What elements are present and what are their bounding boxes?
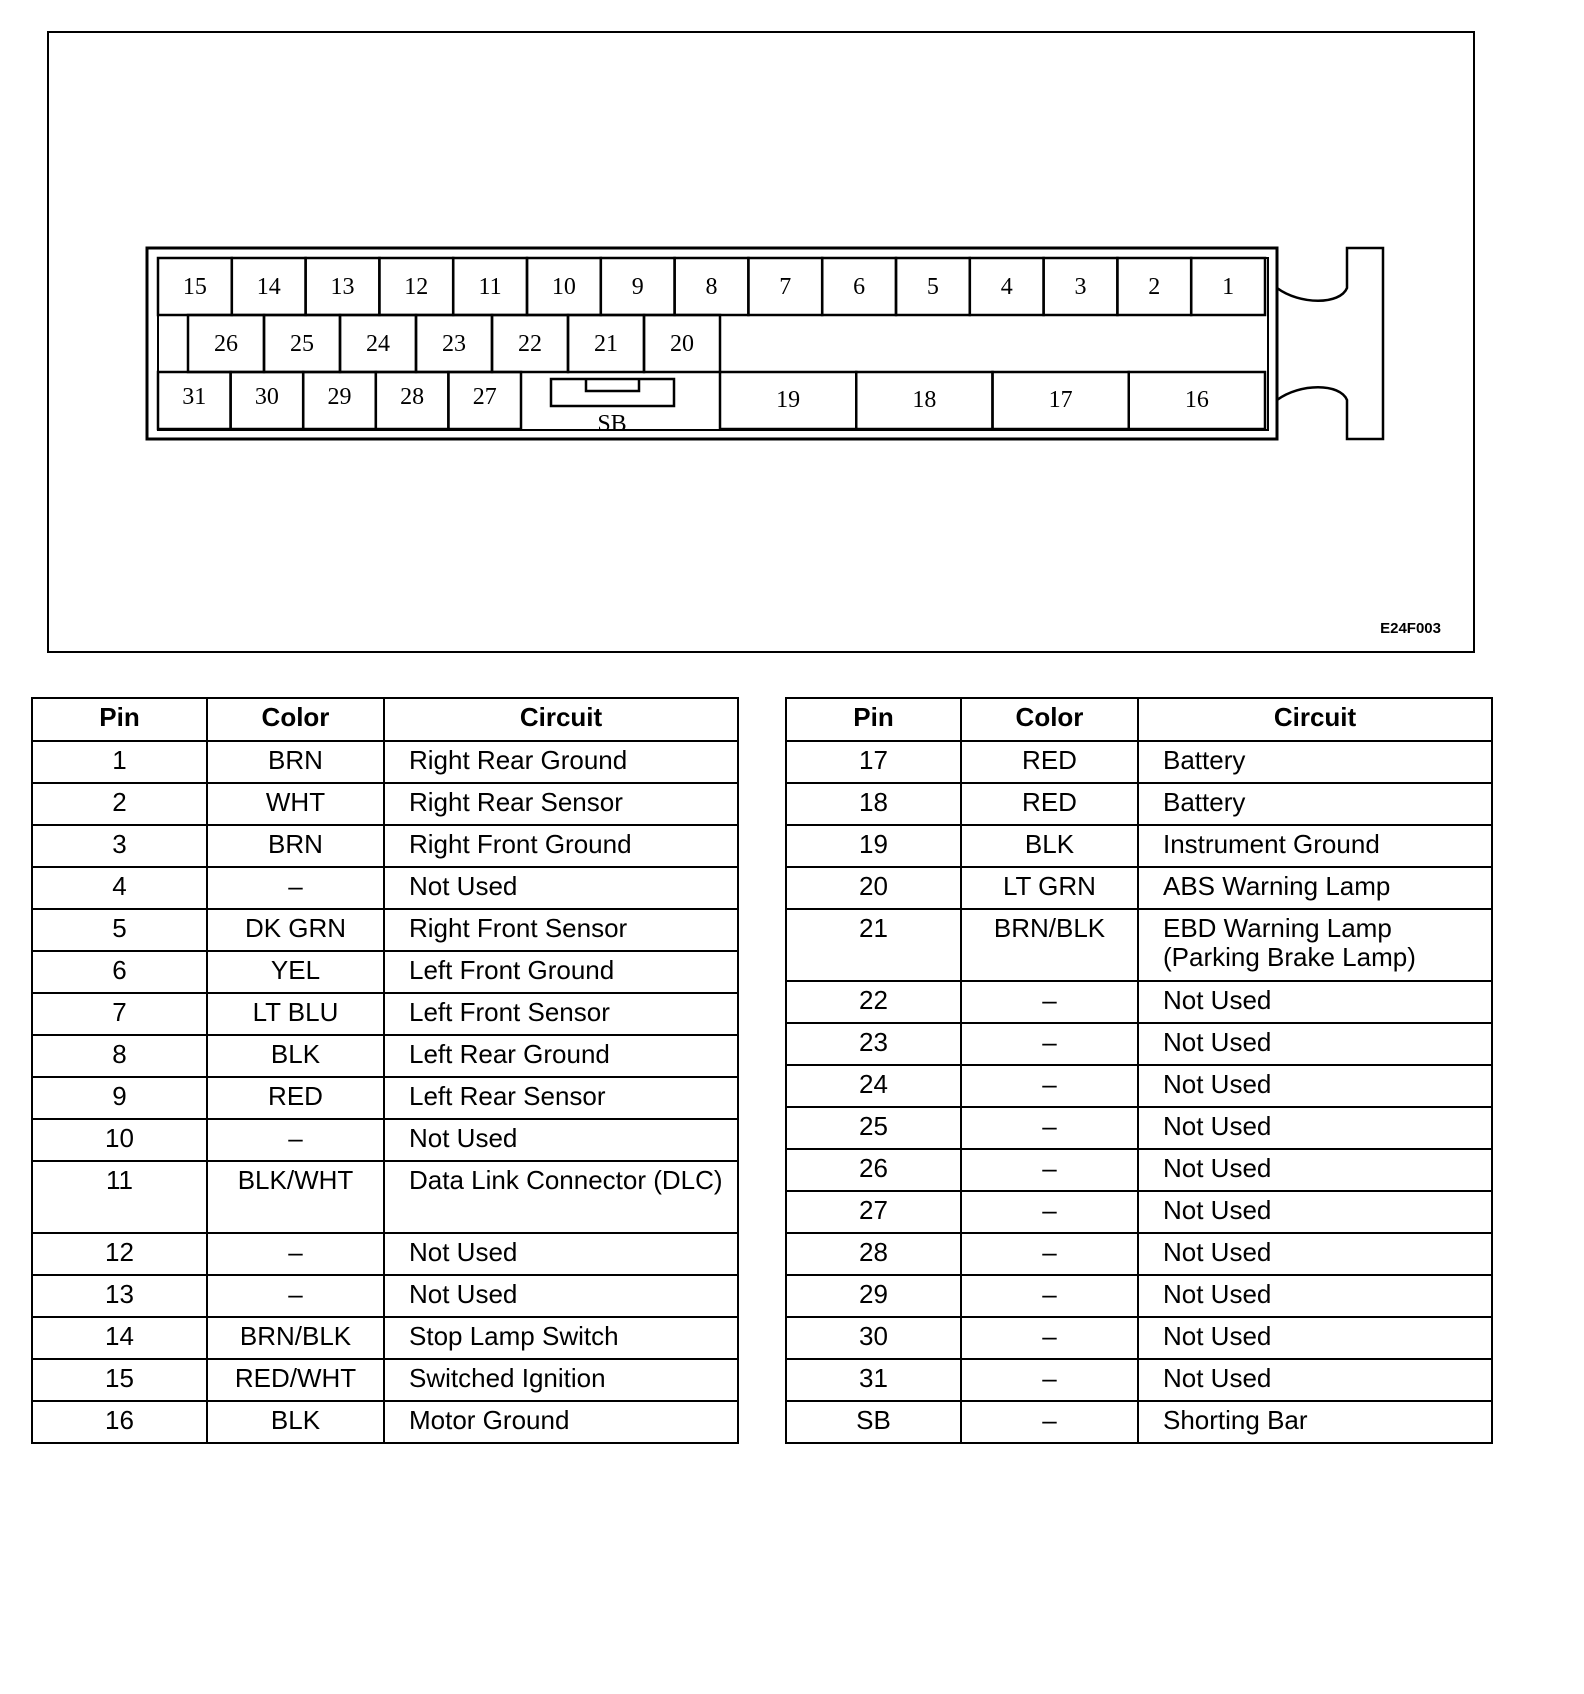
top-row-cells [158, 258, 1265, 315]
table-row [32, 1401, 738, 1443]
color-cell: WHT [207, 783, 384, 825]
color-cell: – [207, 1233, 384, 1275]
pin-label-18: 18 [912, 387, 937, 413]
color-cell: BRN [207, 741, 384, 783]
circuit-cell: Left Front Sensor [384, 993, 738, 1035]
table-row [786, 1317, 1492, 1359]
circuit-cell: Left Rear Sensor [384, 1077, 738, 1119]
table-row [32, 783, 738, 825]
table-row [32, 1119, 738, 1161]
circuit-cell: Right Front Ground [384, 825, 738, 867]
pin-label-20: 20 [670, 331, 694, 357]
pin-cell: 12 [32, 1233, 207, 1275]
pin-label-22: 22 [518, 331, 542, 357]
pin-label-25: 25 [290, 331, 314, 357]
color-cell: BLK [207, 1035, 384, 1077]
circuit-cell: Stop Lamp Switch [384, 1317, 738, 1359]
circuit-cell: Left Rear Ground [384, 1035, 738, 1077]
pin-label-1: 1 [1222, 274, 1235, 300]
table-row [786, 1023, 1492, 1065]
circuit-cell: Not Used [1138, 981, 1492, 1023]
pin-cell: 15 [32, 1359, 207, 1401]
color-cell: RED [961, 741, 1138, 783]
color-cell: BRN/BLK [961, 909, 1138, 981]
color-cell: LT GRN [961, 867, 1138, 909]
table-row [32, 825, 738, 867]
pin-cell: 1 [32, 741, 207, 783]
pin-label-27: 27 [472, 384, 497, 410]
circuit-cell: Right Rear Ground [384, 741, 738, 783]
circuit-cell: Not Used [384, 1233, 738, 1275]
pin-label-16: 16 [1184, 387, 1209, 413]
circuit-cell: Not Used [1138, 1275, 1492, 1317]
table-row [32, 1275, 738, 1317]
color-cell: – [961, 1191, 1138, 1233]
circuit-cell: Switched Ignition [384, 1359, 738, 1401]
table-row [32, 867, 738, 909]
pin-label-3: 3 [1074, 274, 1087, 300]
table-row [32, 1161, 738, 1233]
circuit-cell: Not Used [1138, 1317, 1492, 1359]
color-cell: BLK [207, 1401, 384, 1443]
color-cell: – [961, 1317, 1138, 1359]
pin-cell: 30 [786, 1317, 961, 1359]
pin-label-29: 29 [327, 384, 352, 410]
table-row [786, 1275, 1492, 1317]
pin-table-left [31, 697, 739, 1444]
color-cell: LT BLU [207, 993, 384, 1035]
pin-cell: 26 [786, 1149, 961, 1191]
circuit-cell: Shorting Bar [1138, 1401, 1492, 1443]
connector-diagram [0, 0, 1584, 700]
pin-cell: 19 [786, 825, 961, 867]
table-row [786, 981, 1492, 1023]
table-row [786, 1149, 1492, 1191]
pin-cell: 6 [32, 951, 207, 993]
circuit-cell: Motor Ground [384, 1401, 738, 1443]
color-cell: BRN [207, 825, 384, 867]
pin-cell: 11 [32, 1161, 207, 1233]
table-row [32, 1077, 738, 1119]
table-row [786, 783, 1492, 825]
pin-label-8: 8 [705, 274, 718, 300]
pin-label-24: 24 [366, 331, 390, 357]
pin-cell: 9 [32, 1077, 207, 1119]
pin-cell: 13 [32, 1275, 207, 1317]
pin-cell: 3 [32, 825, 207, 867]
figure-code: E24F003 [1380, 620, 1441, 637]
color-cell: – [207, 1275, 384, 1317]
header-pin: Pin [786, 698, 961, 741]
pin-table-right [785, 697, 1493, 1444]
table-row [32, 1359, 738, 1401]
pin-label-28: 28 [400, 384, 425, 410]
table-row [32, 909, 738, 951]
pin-cell: 28 [786, 1233, 961, 1275]
circuit-cell: Data Link Connector (DLC) [384, 1161, 738, 1233]
pin-label-2: 2 [1148, 274, 1161, 300]
circuit-cell: Battery [1138, 741, 1492, 783]
color-cell: – [961, 1149, 1138, 1191]
table-row [32, 741, 738, 783]
color-cell: – [961, 1023, 1138, 1065]
pin-label-15: 15 [182, 274, 207, 300]
table-header-row [786, 698, 1492, 741]
circuit-cell: EBD Warning Lamp (Parking Brake Lamp) [1138, 909, 1492, 981]
table-row [32, 1035, 738, 1077]
circuit-cell: Not Used [1138, 1107, 1492, 1149]
connector-latch [1277, 248, 1383, 439]
header-pin: Pin [32, 698, 207, 741]
pin-label-7: 7 [779, 274, 792, 300]
pin-label-30: 30 [254, 384, 279, 410]
color-cell: – [961, 981, 1138, 1023]
color-cell: YEL [207, 951, 384, 993]
color-cell: RED [207, 1077, 384, 1119]
circuit-cell: Right Rear Sensor [384, 783, 738, 825]
pin-label-13: 13 [330, 274, 355, 300]
color-cell: – [961, 1275, 1138, 1317]
bottom-left-row-cells [158, 372, 521, 429]
pin-label-26: 26 [214, 331, 238, 357]
circuit-cell: ABS Warning Lamp [1138, 867, 1492, 909]
circuit-cell: Not Used [1138, 1359, 1492, 1401]
color-cell: – [961, 1359, 1138, 1401]
pin-cell: SB [786, 1401, 961, 1443]
header-color: Color [961, 698, 1138, 741]
table-row [786, 825, 1492, 867]
circuit-cell: Not Used [384, 1119, 738, 1161]
pin-label-5: 5 [926, 274, 939, 300]
pin-label-12: 12 [404, 274, 429, 300]
table-row [786, 1401, 1492, 1443]
pin-label-21: 21 [594, 331, 618, 357]
circuit-cell: Not Used [1138, 1065, 1492, 1107]
color-cell: – [961, 1107, 1138, 1149]
circuit-cell: Not Used [1138, 1233, 1492, 1275]
table-row [786, 1065, 1492, 1107]
color-cell: – [207, 1119, 384, 1161]
pin-cell: 21 [786, 909, 961, 981]
pin-cell: 7 [32, 993, 207, 1035]
circuit-cell: Instrument Ground [1138, 825, 1492, 867]
pin-cell: 17 [786, 741, 961, 783]
color-cell: RED [961, 783, 1138, 825]
circuit-cell: Left Front Ground [384, 951, 738, 993]
pin-label-23: 23 [442, 331, 466, 357]
pin-label-9: 9 [631, 274, 644, 300]
pin-cell: 2 [32, 783, 207, 825]
color-cell: – [961, 1401, 1138, 1443]
pin-label-14: 14 [256, 274, 281, 300]
pin-cell: 23 [786, 1023, 961, 1065]
table-header-row [32, 698, 738, 741]
color-cell: RED/WHT [207, 1359, 384, 1401]
pin-cell: 27 [786, 1191, 961, 1233]
table-row [32, 951, 738, 993]
circuit-cell: Not Used [1138, 1023, 1492, 1065]
pin-cell: 4 [32, 867, 207, 909]
bottom-right-row-cells [720, 372, 1265, 429]
pin-cell: 16 [32, 1401, 207, 1443]
table-row [786, 1233, 1492, 1275]
color-cell: BLK/WHT [207, 1161, 384, 1233]
table-row [786, 1191, 1492, 1233]
circuit-cell: Right Front Sensor [384, 909, 738, 951]
pin-label-19: 19 [776, 387, 801, 413]
pin-label-11: 11 [478, 274, 502, 300]
circuit-cell: Battery [1138, 783, 1492, 825]
table-row [32, 993, 738, 1035]
pin-label-31: 31 [182, 384, 207, 410]
table-row [786, 741, 1492, 783]
circuit-cell: Not Used [1138, 1191, 1492, 1233]
pin-cell: 14 [32, 1317, 207, 1359]
table-row [786, 1359, 1492, 1401]
pin-label-6: 6 [853, 274, 866, 300]
pin-cell: 18 [786, 783, 961, 825]
pin-cell: 10 [32, 1119, 207, 1161]
pin-cell: 31 [786, 1359, 961, 1401]
table-row [32, 1233, 738, 1275]
pin-cell: 8 [32, 1035, 207, 1077]
circuit-cell: Not Used [1138, 1149, 1492, 1191]
circuit-cell: Not Used [384, 1275, 738, 1317]
pin-cell: 29 [786, 1275, 961, 1317]
color-cell: – [207, 867, 384, 909]
pin-cell: 20 [786, 867, 961, 909]
circuit-cell: Not Used [384, 867, 738, 909]
table-row [786, 1107, 1492, 1149]
pin-cell: 22 [786, 981, 961, 1023]
color-cell: BLK [961, 825, 1138, 867]
color-cell: – [961, 1065, 1138, 1107]
pin-label-4: 4 [1000, 274, 1013, 300]
pin-label-10: 10 [551, 274, 576, 300]
shorting-bar-label: SB [597, 411, 627, 437]
header-color: Color [207, 698, 384, 741]
table-row [786, 909, 1492, 981]
pin-label-17: 17 [1048, 387, 1073, 413]
middle-row-cells [188, 315, 720, 372]
color-cell: DK GRN [207, 909, 384, 951]
pin-cell: 25 [786, 1107, 961, 1149]
header-circuit: Circuit [1138, 698, 1492, 741]
color-cell: – [961, 1233, 1138, 1275]
pin-cell: 24 [786, 1065, 961, 1107]
header-circuit: Circuit [384, 698, 738, 741]
shorting-bar [551, 379, 674, 406]
table-row [32, 1317, 738, 1359]
color-cell: BRN/BLK [207, 1317, 384, 1359]
pin-cell: 5 [32, 909, 207, 951]
table-row [786, 867, 1492, 909]
